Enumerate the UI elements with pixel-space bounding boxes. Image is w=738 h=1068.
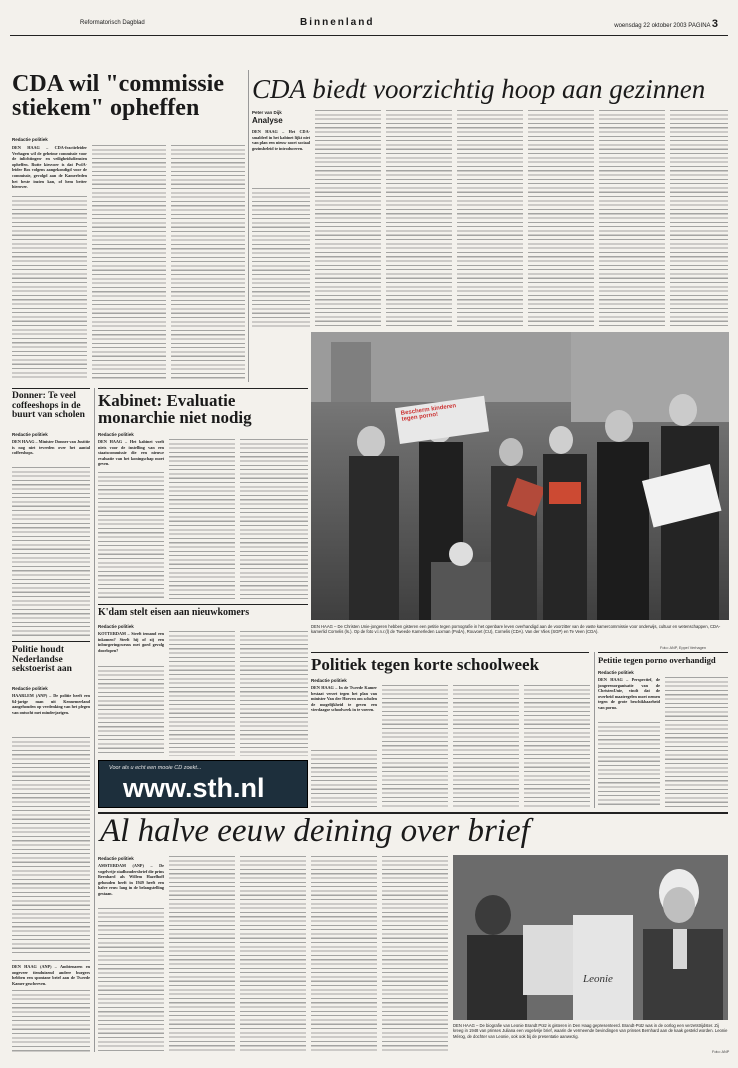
lead-coffeeshops: DEN HAAG – Minister Donner van Justitie is nog niet tevreden over het aantal coffeeshops. xyxy=(12,439,90,456)
article-body xyxy=(98,908,164,1052)
page-label: PAGINA xyxy=(688,23,711,29)
headline-cda-commissie: CDA wil "commissie stiekem" opheffen xyxy=(12,71,224,121)
article-body xyxy=(670,110,728,328)
page-date xyxy=(614,18,718,30)
article-body xyxy=(240,439,308,600)
main-photo-credit: Foto: ANP, Eppel Verhagen xyxy=(660,646,706,650)
brief-photo[interactable] xyxy=(453,855,728,1020)
article-body xyxy=(12,737,90,955)
lead-cda-analyse: DEN HAAG – Het CDA-smaldeel in het kabinet lijkt niet van plan een nieuw soort sociaal gezinsbeleid te introduceren. xyxy=(252,129,310,151)
date-text: woensdag 22 oktober 2003 xyxy=(614,23,687,29)
newspaper-name: Reformatorisch Dagblad xyxy=(80,20,145,26)
lead-kabinet: DEN HAAG – Het kabinet voelt niets voor de instelling van een staatscommissie die een nieuwe evaluatie van het koningschap moet geven. xyxy=(98,439,164,467)
ad-url[interactable]: www.sth.nl xyxy=(123,773,265,803)
headline-kabinet: Kabinet: Evaluatie monarchie niet nodig xyxy=(98,391,252,427)
article-body xyxy=(665,677,728,808)
brief-photo-illustration xyxy=(453,855,728,1020)
main-photo-caption: DEN HAAG – De Christen Unie-jongeren hebben gisteren een petitie tegen pornografie in het openbare leven overhandigd aan de voorzitter van de vaste kamercommissie voor onderwijs, cultuur en wetenschappen, CDA-kamerlid Cornelis (ls.). Op de foto v.l.n.r.(l) de Tweede Kamerleden Luxman (PvdA), Rouvoet (CU), Cornelis (CDA). Van der Vlies (SGP) en Te Veen (CDA). xyxy=(311,624,721,635)
main-photo[interactable] xyxy=(311,332,729,620)
article-body xyxy=(92,145,166,381)
lead-porno: DEN HAAG – Perspectief, de jongerenorganisatie van de ChristenUnie, vindt dat de overheid maatregelen moet nemen tegen de grote beschikbaarheid van porno. xyxy=(598,677,660,710)
article-body xyxy=(382,856,448,1052)
article-body xyxy=(315,110,381,328)
lead-dh-brief: DEN HAAG (ANP) – Ambtenaren en ongeveer tienduizend andere burgers hebben een spontane brief aan de Tweede Kamer geschreven. xyxy=(12,964,90,986)
section-name: Binnenland xyxy=(300,17,375,28)
lead-schoolweek: DEN HAAG – In de Tweede Kamer bestaat verzet tegen het plan van minister Van der Hoeven om scholen de mogelijkheid te geven een vierdaagse schoolweek in te voeren. xyxy=(311,685,377,713)
divider xyxy=(98,604,308,605)
byline: Redactie politiek xyxy=(98,432,134,437)
article-body xyxy=(252,188,310,328)
article-body xyxy=(12,990,90,1052)
article-body xyxy=(311,856,377,1052)
column-rule xyxy=(94,388,95,1052)
headline-coffeeshops: Donner: Te veel coffeeshops in de buurt van scholen xyxy=(12,391,85,420)
article-body xyxy=(240,856,306,1052)
column-rule xyxy=(248,70,249,382)
ad-tagline: Voor als u echt een mooie CD zoekt... xyxy=(109,765,202,771)
divider xyxy=(311,652,589,653)
article-body xyxy=(457,110,523,328)
headline-politie: Politie houdt Nederlandse sekstoerist aan xyxy=(12,645,72,674)
analyse-kicker: Analyse xyxy=(252,116,283,125)
divider xyxy=(598,652,728,653)
byline: Peter van Dijk xyxy=(252,110,282,115)
byline: Redactie politiek xyxy=(98,624,134,629)
article-body xyxy=(171,145,245,381)
brief-photo-caption: DEN HAAG – De biografie van Leonie Brandt Pütz is gisteren in Den Haag gepresenteerd. Brandt-Pütz was in de oorlog een verzetstrijdster. Zij kreeg in 1948 van prinses Juliana een vogelvrije brief, waarin de vermeende bevindingen van prinses Bernhard aan de kaak gesteld worden. Leonie Mérog, de dochter van Leonie, ook ook bij de presentatie aanwezig. xyxy=(453,1023,728,1039)
article-body xyxy=(386,110,452,328)
lead-politie: HAARLEM (ANP) – De politie heeft een 64-jarige man uit Kennemerland aangehouden op verdenking van het plegen van ontucht met minderjarigen. xyxy=(12,693,90,715)
article-body xyxy=(524,685,590,808)
headline-cda-analyse: CDA biedt voorzichtig hoop aan gezinnen xyxy=(252,74,706,104)
article-body xyxy=(453,685,519,808)
headline-porno: Petitie tegen porno overhandigd xyxy=(598,655,716,665)
page-header xyxy=(10,14,728,36)
byline: Redactie politiek xyxy=(12,686,48,691)
divider xyxy=(12,388,90,389)
article-body xyxy=(169,856,235,1052)
article-body xyxy=(169,439,235,600)
byline: Redactie politiek xyxy=(598,670,634,675)
lead-cda-commissie: DEN HAAG – CDA-fractieleider Verhagen wil de geheime commissie voor de inlichtingen- en veiligheidsdiensten opheffen. Rutte kiesvoer is dat PvdA-leider Bos volgens aangekondigd voor de commissie, gevolgd aan de Kamerleden het beste inzien kan, of hem better hierover. xyxy=(12,145,87,190)
headline-schoolweek: Politiek tegen korte schoolweek xyxy=(311,655,540,674)
byline: Redactie politiek xyxy=(12,137,48,142)
article-body xyxy=(169,631,235,756)
article-body xyxy=(98,472,164,600)
article-body xyxy=(311,750,377,808)
article-body xyxy=(382,685,448,808)
article-body xyxy=(12,467,90,637)
byline: Redactie politiek xyxy=(12,432,48,437)
banner-sign: Bescherm kinderen tegen porno! xyxy=(400,403,457,423)
divider xyxy=(12,641,90,642)
divider xyxy=(12,960,90,961)
article-body xyxy=(12,196,87,381)
lead-brief: AMSTERDAM (ANP) – De vogelvrije stadhoudersbrief die prins Bernhard als Willem Hazelhoff gehouden heeft in 1949 heeft een halve eeuw lang in de belangstelling gestaan. xyxy=(98,863,164,896)
headline-kdam: K'dam stelt eisen aan nieuwkomers xyxy=(98,607,250,618)
book-title: Leonie xyxy=(583,973,613,985)
headline-brief: Al halve eeuw deining over brief xyxy=(100,813,530,849)
page-number: 3 xyxy=(711,18,718,30)
article-body xyxy=(528,110,594,328)
divider xyxy=(98,388,308,389)
petition-photo-illustration xyxy=(311,332,729,620)
byline: Redactie politiek xyxy=(311,678,347,683)
article-body xyxy=(98,666,164,756)
byline: Redactie politiek xyxy=(98,856,134,861)
brief-photo-credit: Foto: ANP xyxy=(712,1050,730,1054)
lead-kdam: KOTTERDAM – Steeft iemand een inkomen? Steelt hij of zij een inburgeringcursus met goed gevolg doorlopen? xyxy=(98,631,164,653)
column-rule xyxy=(594,652,595,808)
article-body xyxy=(599,110,665,328)
advertisement-banner[interactable] xyxy=(98,760,308,808)
article-body xyxy=(240,631,308,756)
article-body xyxy=(598,722,660,808)
